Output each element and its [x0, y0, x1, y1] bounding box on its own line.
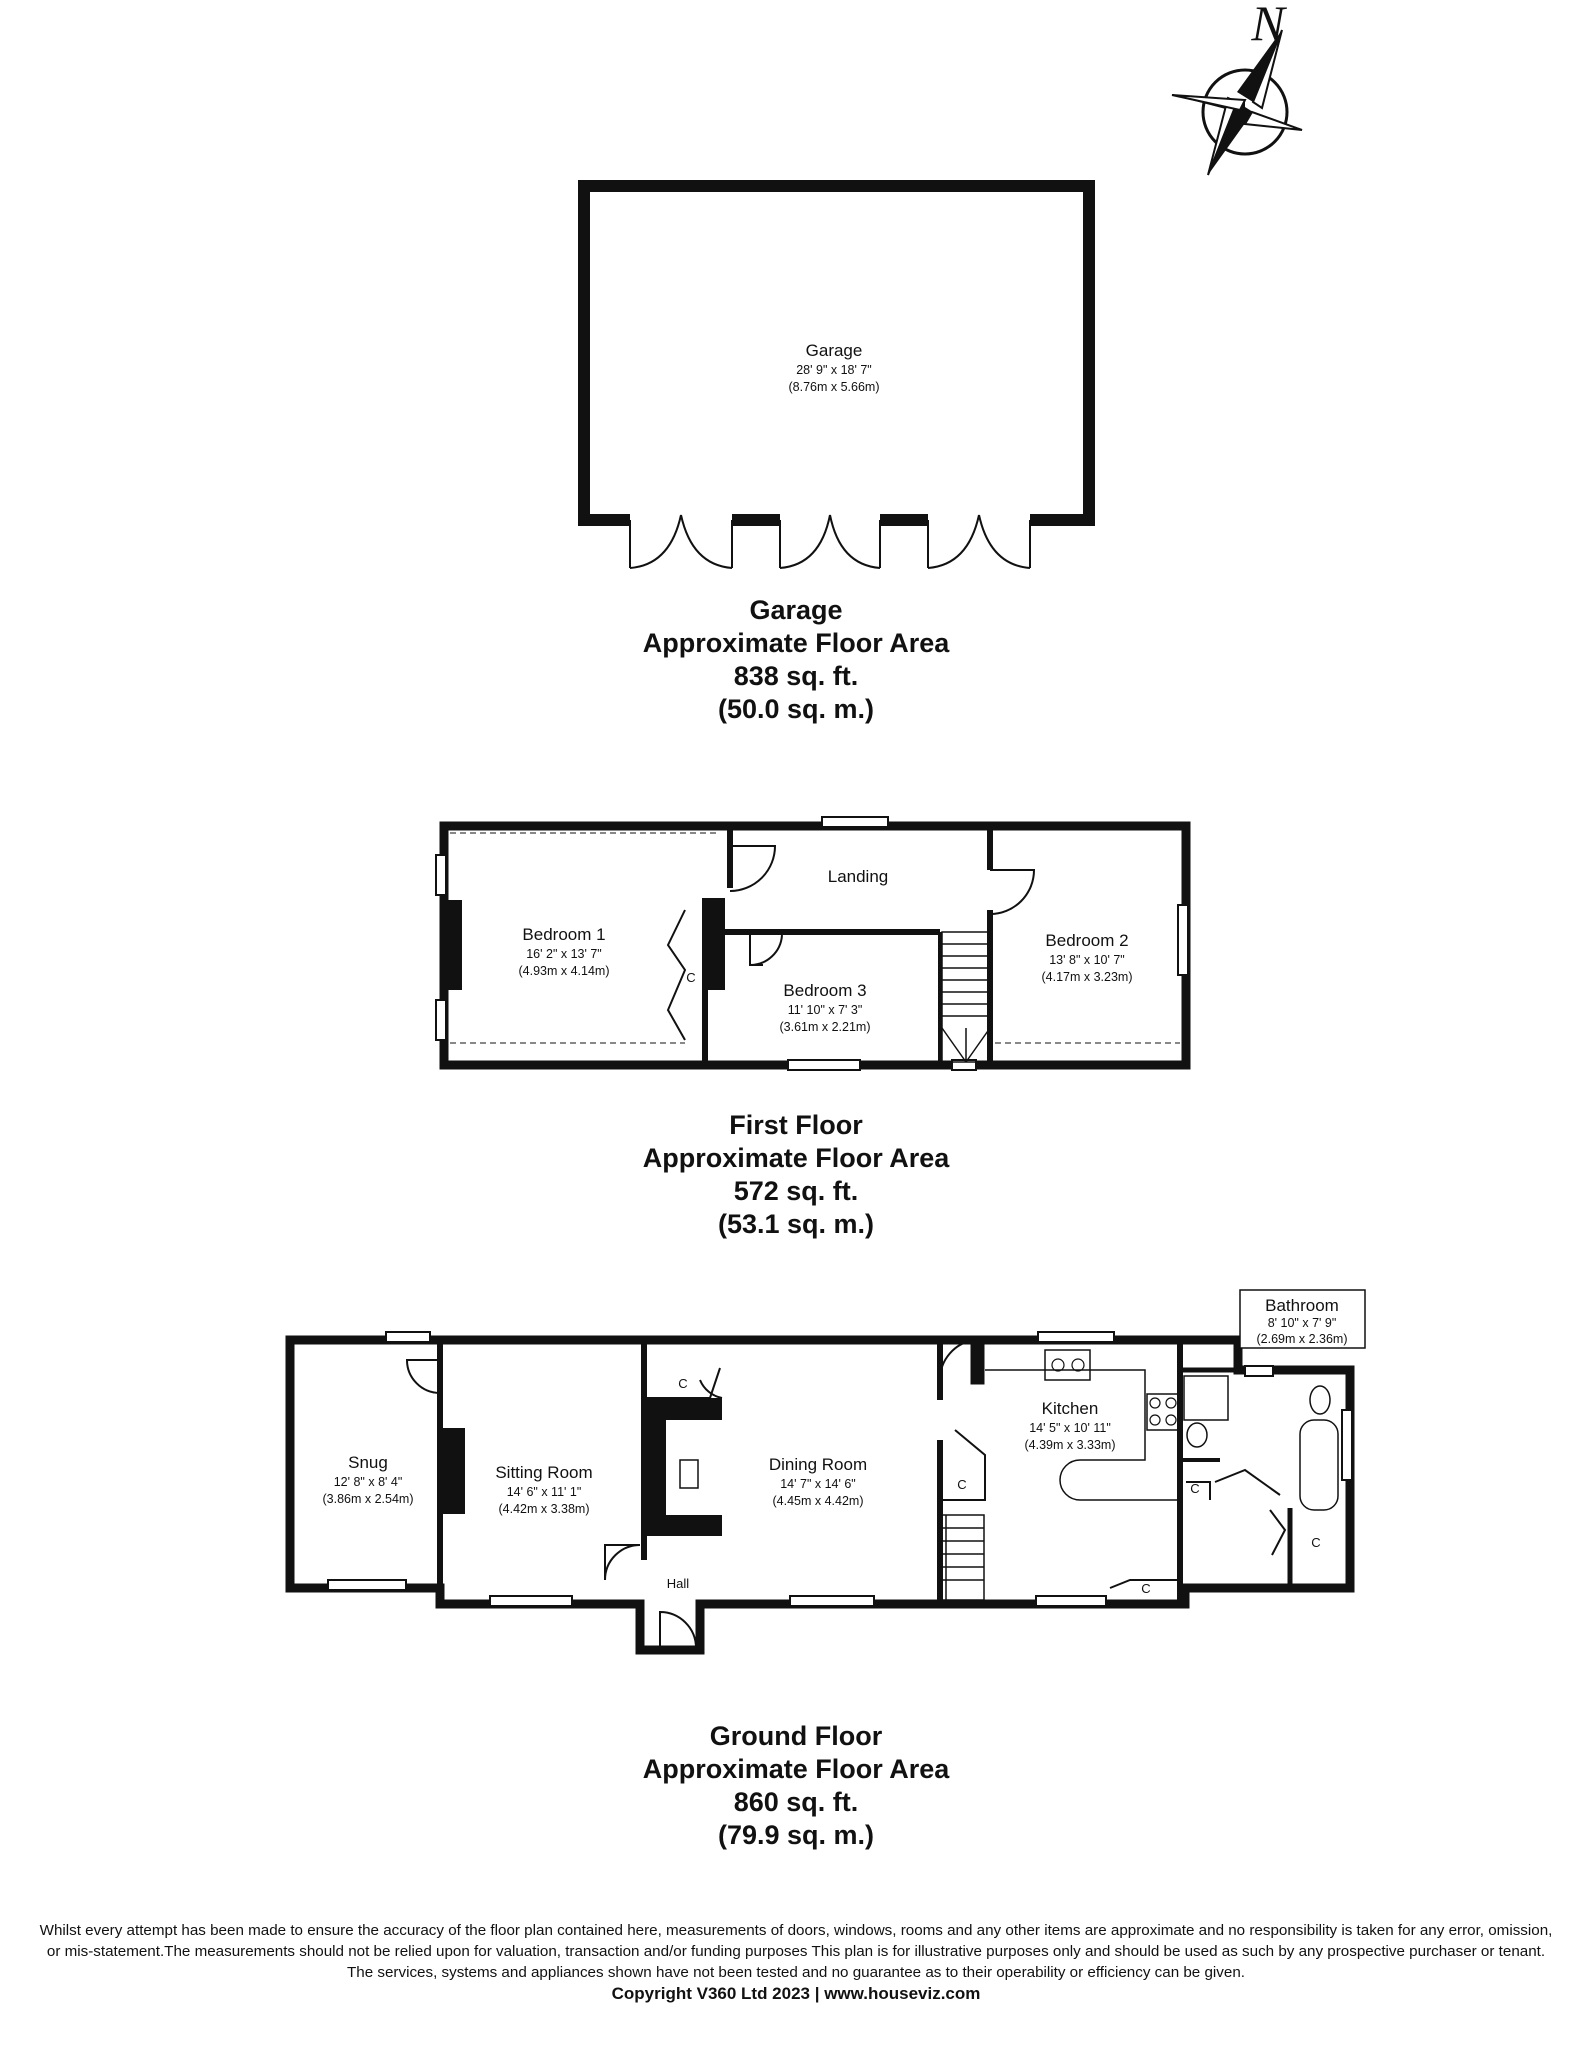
bedroom3-name: Bedroom 3: [783, 981, 867, 1000]
bathroom-dims: 8' 10" x 7' 9": [1267, 1316, 1337, 1330]
garage-area-sqm: (50.0 sq. m.): [717, 694, 875, 724]
bedroom3-metric: (3.61m x 2.21m): [779, 1020, 871, 1034]
dining-room-dims: 14' 7" x 14' 6": [780, 1477, 856, 1491]
sitting-room-name: Sitting Room: [495, 1463, 593, 1482]
garage-area-summary: [0, 594, 1592, 726]
kitchen-metric: (4.39m x 3.33m): [1024, 1438, 1116, 1452]
bedroom3-dims: 11' 10" x 7' 3": [787, 1003, 863, 1017]
first-floor-area-sqm: (53.1 sq. m.): [717, 1209, 875, 1239]
bathroom-cupboard-label: C: [1311, 1535, 1321, 1550]
snug-name: Snug: [348, 1453, 388, 1472]
disclaimer-line-3: The services, systems and appliances shown have not been tested and no guarantee as to their operability or efficiency can be given.: [346, 1964, 1245, 1981]
first-floor-title: First Floor: [729, 1110, 863, 1140]
kitchen-cupboard-label: C: [1190, 1481, 1200, 1496]
disclaimer: [0, 1920, 1592, 2004]
copyright-notice: Copyright V360 Ltd 2023 | www.houseviz.com: [611, 1984, 981, 2003]
bathroom-metric: (2.69m x 2.36m): [1256, 1332, 1348, 1346]
garage-plan: [578, 186, 1095, 568]
bedroom1-cupboard-label: C: [686, 970, 696, 985]
sitting-room-metric: (4.42m x 3.38m): [498, 1502, 590, 1516]
ground-floor-area-sqm: (79.9 sq. m.): [717, 1820, 875, 1850]
garage-room-dims: 28' 9" x 18' 7": [796, 363, 872, 377]
garage-room-name: Garage: [805, 341, 863, 360]
dining-room-metric: (4.45m x 4.42m): [772, 1494, 864, 1508]
sitting-room-dims: 14' 6" x 11' 1": [506, 1485, 582, 1499]
north-label: N: [1251, 0, 1285, 51]
dining-cupboard-label: C: [678, 1376, 688, 1391]
first-floor-area-label: Approximate Floor Area: [642, 1143, 950, 1173]
bedroom2-name: Bedroom 2: [1045, 931, 1129, 950]
bathroom-name: Bathroom: [1265, 1296, 1339, 1315]
bedroom1-metric: (4.93m x 4.14m): [518, 964, 610, 978]
hall-cupboard-label: C: [957, 1477, 967, 1492]
first-floor-area-sqft: 572 sq. ft.: [733, 1176, 859, 1206]
bedroom2-dims: 13' 8" x 10' 7": [1049, 953, 1125, 967]
compass-rose-icon: [1172, 30, 1302, 175]
disclaimer-line-2: or mis-statement.The measurements should not be relied upon for valuation, transaction and/or funding purposes This plan is for illustrative purposes only and should be used as such by any prospective purchaser or tenant.: [46, 1943, 1546, 1960]
snug-dims: 12' 8" x 8' 4": [333, 1475, 403, 1489]
garage-area-sqft: 838 sq. ft.: [733, 661, 859, 691]
ground-floor-area-summary: [0, 1720, 1592, 1852]
dining-room-name: Dining Room: [768, 1455, 868, 1474]
ground-floor-area-sqft: 860 sq. ft.: [733, 1787, 859, 1817]
kitchen-dims: 14' 5" x 10' 11": [1029, 1421, 1111, 1435]
garage-area-label: Approximate Floor Area: [642, 628, 950, 658]
bedroom2-metric: (4.17m x 3.23m): [1041, 970, 1133, 984]
garage-floor-title: Garage: [749, 595, 843, 625]
ground-floor-area-label: Approximate Floor Area: [642, 1754, 950, 1784]
first-floor-area-summary: [0, 1109, 1592, 1241]
snug-metric: (3.86m x 2.54m): [322, 1492, 414, 1506]
ground-floor-title: Ground Floor: [709, 1721, 883, 1751]
hall-label: Hall: [666, 1576, 690, 1591]
landing-label: Landing: [827, 867, 889, 886]
bedroom1-name: Bedroom 1: [522, 925, 606, 944]
garage-room-metric: (8.76m x 5.66m): [788, 380, 880, 394]
rear-cupboard-label: C: [1141, 1581, 1151, 1596]
bedroom1-dims: 16' 2" x 13' 7": [526, 947, 602, 961]
kitchen-name: Kitchen: [1041, 1399, 1099, 1418]
disclaimer-line-1: Whilst every attempt has been made to ensure the accuracy of the floor plan contained here, measurements of doors, windows, rooms and any other items are approximate and no responsibility is taken for any error, omission,: [39, 1922, 1553, 1939]
